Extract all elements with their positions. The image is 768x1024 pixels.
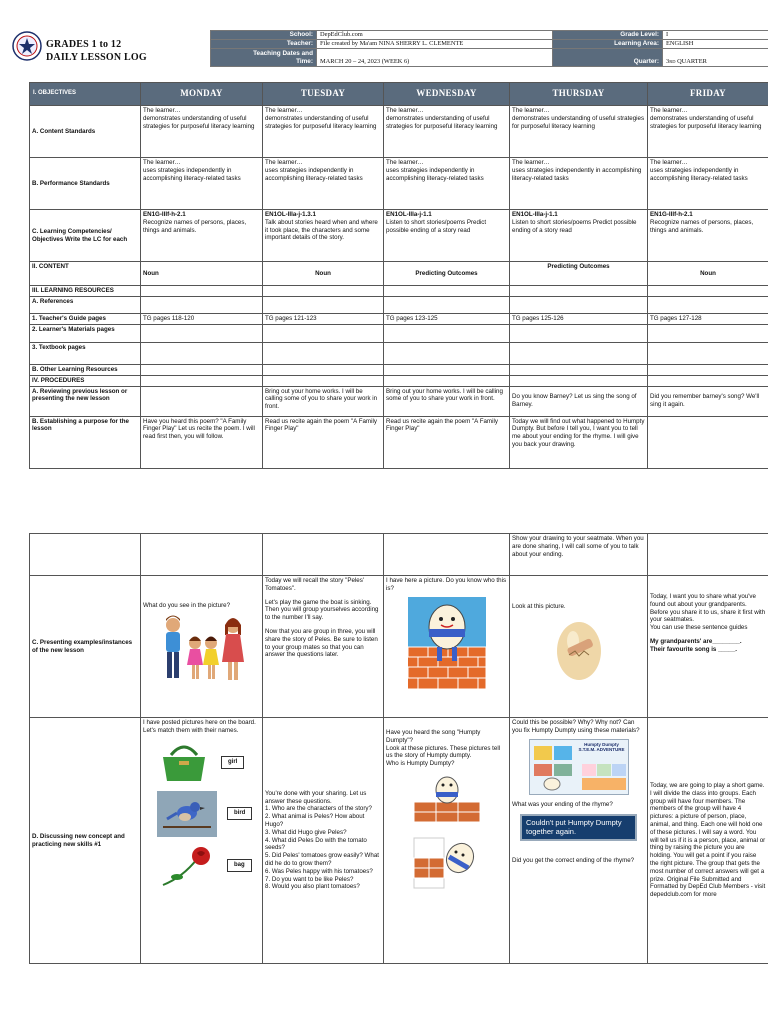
discussing-thursday-p2: What was your ending of the rhyme? <box>512 800 613 808</box>
content-friday: Noun <box>648 262 768 286</box>
discussing-thursday-p3: Did you get the correct ending of the rhyme? <box>512 857 635 865</box>
discussing-wednesday-p3: Who is Humpty Dumpty? <box>386 760 455 768</box>
teaching-dates-label-1: Teaching Dates and <box>253 49 313 57</box>
cell-line: demonstrates understanding of useful strategies for purposeful literacy learning <box>386 114 498 130</box>
objectives-heading: I. OBJECTIVES <box>30 83 141 106</box>
competency-code: EN1OL-IIIa-j-1.3.1 <box>265 211 316 218</box>
discussing-monday <box>141 718 263 964</box>
presenting-thursday-text: Look at this picture. <box>512 603 566 610</box>
cell-line: demonstrates understanding of useful strategies for purposeful literacy learning <box>265 114 377 130</box>
cell-line: The learner… <box>143 107 181 114</box>
competency-text: Recognize names of persons, places, things and animals. <box>143 218 247 234</box>
cell-line: uses strategies independently in accomplishing literacy-related tasks <box>143 166 241 182</box>
cell-line: The learner… <box>386 159 424 166</box>
competency-code: EN1OL-IIIa-j-1.1 <box>512 211 558 218</box>
discussing-wednesday-p1: Have you heard the song "Humpty Dumpty"? <box>386 729 481 744</box>
cell-line: uses strategies independently in accomplishing literacy-related tasks <box>386 166 484 182</box>
reviewing-label: A. Reviewing previous lesson or presenting the new lesson <box>30 386 141 416</box>
match-item-bird <box>157 791 260 837</box>
empty-cell <box>141 297 263 314</box>
references-label: A. References <box>30 297 141 314</box>
tg-tuesday: TG pages 121-123 <box>263 314 384 325</box>
school-value: DepEdClub.com <box>317 31 553 40</box>
cracked-egg-icon <box>549 615 609 685</box>
question-line: 5. Did Peles' tomatoes grow easily? What did he do to grow them? <box>265 852 379 867</box>
teaching-dates-label-2: Time: <box>296 57 313 65</box>
empty-cell <box>141 365 263 376</box>
humpty-stem-poster <box>529 739 629 795</box>
question-line: 2. What animal is Peles? How about Hugo? <box>265 813 365 828</box>
presenting-friday-p1: Today, I want you to share what you've found out about your grandparents. <box>650 593 756 608</box>
grade-level-label: Grade Level: <box>553 31 663 40</box>
presenting-friday <box>648 576 768 718</box>
competency-text: Talk about stories heard when and where it took place, the characters and some important details of the story. <box>265 218 378 242</box>
performance-standards-friday <box>648 158 768 210</box>
sentence-guide-2: Their favourite song is _____. <box>650 645 737 653</box>
cell-line: uses strategies independently in accomplishing literacy-related tasks <box>265 166 363 182</box>
family-picture-icon <box>155 613 249 687</box>
cell-line: The learner… <box>386 107 424 114</box>
performance-standards-monday <box>141 158 263 210</box>
learning-resources-label: III. LEARNING RESOURCES <box>30 286 141 297</box>
reviewing-wednesday: Bring out your home works. I will be calling some of you to share your work in front. <box>384 386 510 416</box>
day-header-tuesday: TUESDAY <box>263 83 384 106</box>
continued-thursday: Show your drawing to your seatmate. When you are done sharing, I will call some of you to talk about your ending. <box>510 534 648 576</box>
empty-cell <box>263 286 384 297</box>
stem-materials-icon <box>532 742 576 792</box>
cell-line: uses strategies independently in accomplishing literacy-related tasks <box>650 166 748 182</box>
content-standards-label: A. Content Standards <box>30 106 141 158</box>
humpty-on-wall-icon <box>410 772 484 828</box>
cell-line: demonstrates understanding of useful strategies for purposeful literacy learning <box>143 114 255 130</box>
presenting-tuesday <box>263 576 384 718</box>
question-line: 8. Would you also plant tomatoes? <box>265 883 360 891</box>
presenting-monday <box>141 576 263 718</box>
presenting-label: C. Presenting examples/instances of the new lesson <box>30 576 141 718</box>
day-header-thursday: THURSDAY <box>510 83 648 106</box>
discussing-friday: Today, we are going to play a short game. I will divide the class into groups. Each group will have four members. The members of the group will have 4 pictures: a picture of person, place, animal, and thing. Each one will hold one of these pictures. I will say a word. You will tell us if it is a person, place, animal or thing by raising the picture you are holding. You will get a point if you raise the right picture. The group that gets the most number of correct answers will get a prize. Original File Submitted and Formatted by DepEd Club Members - visit depedclub.com for more <box>648 718 768 964</box>
cell-line: demonstrates understanding of useful strategies for purposeful literacy learning <box>512 114 645 130</box>
humpty-falling-icon <box>410 832 484 892</box>
empty-cell <box>263 343 384 365</box>
cell-line: The learner… <box>512 159 550 166</box>
cell-line: The learner… <box>650 107 688 114</box>
lesson-log-table-continued <box>29 533 768 964</box>
content-standards-friday <box>648 106 768 158</box>
content-standards-monday <box>141 106 263 158</box>
discussing-wednesday <box>384 718 510 964</box>
empty-cell <box>384 343 510 365</box>
empty-cell <box>384 375 510 386</box>
match-item-bag <box>157 843 260 889</box>
deped-seal-icon <box>12 31 42 61</box>
empty-cell <box>384 297 510 314</box>
competency-text: Recognize names of persons, places, things and animals. <box>650 218 754 234</box>
empty-cell <box>648 365 768 376</box>
competencies-wednesday <box>384 210 510 262</box>
teachers-guide-label: 1. Teacher's Guide pages <box>30 314 141 325</box>
title-line-1: GRADES 1 to 12 <box>46 39 122 50</box>
empty-cell <box>141 375 263 386</box>
presenting-wednesday-text: I have here a picture. Do you know who this is? <box>386 577 507 592</box>
cell-line: The learner… <box>265 107 303 114</box>
empty-cell <box>510 365 648 376</box>
purpose-thursday: Today we will find out what happened to Humpty Dumpty. But before I tell you, I want you to tell me about your ending for the rhyme. I will give you back your drawing. <box>510 416 648 468</box>
title-line-2: DAILY LESSON LOG <box>46 52 147 63</box>
content-wednesday: Predicting Outcomes <box>384 262 510 286</box>
cell-line: demonstrates understanding of useful strategies for purposeful literacy learning <box>650 114 762 130</box>
materials-strip-icon <box>582 764 626 792</box>
learning-area-label: Learning Area: <box>553 40 663 49</box>
lesson-log-table <box>29 82 768 469</box>
question-line: 7. Do you want to be like Peles? <box>265 875 354 883</box>
rhyme-ending-box: Couldn't put Humpty Dumpty together again. <box>520 814 637 841</box>
reviewing-tuesday: Bring out your home works. I will be calling some of you to share your work in front. <box>263 386 384 416</box>
humpty-dumpty-picture-icon <box>408 597 486 689</box>
cell-line: The learner… <box>512 107 550 114</box>
quarter-number: 3 <box>666 58 670 65</box>
match-item-girl <box>157 741 260 785</box>
discussing-thursday-p1: Could this be possible? Why? Why not? Can you fix Humpty Dumpty using these materials? <box>512 719 640 734</box>
label-card: girl <box>221 756 244 770</box>
purpose-monday: Have you heard this poem? "A Family Finger Play" Let us recite the poem. I will read first then, you will follow. <box>141 416 263 468</box>
header-info-table <box>210 30 768 67</box>
teacher-value: File created by Ma'am NINA SHERRY L. CLEMENTE <box>317 40 553 49</box>
sentence-guide-1: My grandparents' are________. <box>650 637 742 645</box>
content-label: II. CONTENT <box>30 262 141 286</box>
rose-icon <box>157 843 217 889</box>
day-header-wednesday: WEDNESDAY <box>384 83 510 106</box>
presenting-friday-p2: Before you share it to us, share it first with your seatmates. <box>650 608 766 624</box>
teaching-dates-value: MARCH 20 – 24, 2023 (WEEK 6) <box>317 49 553 67</box>
competencies-thursday <box>510 210 648 262</box>
empty-cell <box>384 325 510 343</box>
competencies-monday <box>141 210 263 262</box>
quarter-value <box>663 49 768 67</box>
content-standards-thursday <box>510 106 648 158</box>
teacher-label: Teacher: <box>211 40 317 49</box>
empty-cell <box>384 286 510 297</box>
quarter-label: Quarter: <box>553 49 663 67</box>
purpose-label: B. Establishing a purpose for the lesson <box>30 416 141 468</box>
question-line: 1. Who are the characters of the story? <box>265 805 372 813</box>
poster-title: Humpty Dumpty S.T.E.M. ADVENTURE <box>578 741 625 752</box>
empty-cell <box>648 375 768 386</box>
tg-monday: TG pages 118-120 <box>141 314 263 325</box>
handbag-icon <box>157 741 211 785</box>
empty-cell <box>510 343 648 365</box>
empty-cell <box>30 534 141 576</box>
performance-standards-tuesday <box>263 158 384 210</box>
grade-level-value: I <box>663 31 768 40</box>
empty-cell <box>263 375 384 386</box>
question-line: 3. What did Hugo give Peles? <box>265 828 347 836</box>
quarter-word: QUARTER <box>675 58 707 65</box>
procedures-label: IV. PROCEDURES <box>30 375 141 386</box>
empty-cell <box>141 325 263 343</box>
tg-friday: TG pages 127-128 <box>648 314 768 325</box>
discussing-label: D. Discussing new concept and practicing new skills #1 <box>30 718 141 964</box>
content-tuesday: Noun <box>263 262 384 286</box>
day-header-monday: MONDAY <box>141 83 263 106</box>
reviewing-monday <box>141 386 263 416</box>
label-card: bird <box>227 807 252 821</box>
cell-line: The learner… <box>650 159 688 166</box>
document-title <box>46 38 147 64</box>
content-standards-tuesday <box>263 106 384 158</box>
empty-cell <box>510 325 648 343</box>
empty-cell <box>648 325 768 343</box>
teaching-dates-label <box>211 49 317 67</box>
discussing-wednesday-p2: Look at these pictures. These pictures tell us the story of Humpty dumpty. <box>386 744 501 760</box>
content-thursday: Predicting Outcomes <box>510 262 648 286</box>
other-resources-label: B. Other Learning Resources <box>30 365 141 376</box>
content-monday: Noun <box>141 262 263 286</box>
empty-cell <box>141 286 263 297</box>
cell-line: uses strategies independently in accomplishing literacy-related tasks <box>512 166 642 182</box>
competency-text: Listen to short stories/poems Predict possible ending of a story read <box>512 218 637 234</box>
empty-cell <box>141 534 263 576</box>
purpose-wednesday: Read us recite again the poem "A Family Finger Play" <box>384 416 510 468</box>
textbook-pages-label: 3. Textbook pages <box>30 343 141 365</box>
school-label: School: <box>211 31 317 40</box>
presenting-tuesday-p2: Let's play the game the boat is sinking. Then you will group yourselves according to the number I'll say. <box>265 598 379 622</box>
empty-cell <box>648 297 768 314</box>
performance-standards-wednesday <box>384 158 510 210</box>
bird-picture-icon <box>157 791 217 837</box>
competency-code: EN1OL-IIIa-j-1.1 <box>386 211 432 218</box>
learners-materials-label: 2. Learner's Materials pages <box>30 325 141 343</box>
empty-cell <box>263 365 384 376</box>
content-standards-wednesday <box>384 106 510 158</box>
empty-cell <box>648 343 768 365</box>
empty-cell <box>648 534 768 576</box>
question-line: 4. What did Peles Do with the tomato seeds? <box>265 836 367 852</box>
learning-area-value: ENGLISH <box>663 40 768 49</box>
question-line: 6. Was Peles happy with his tomatoes? <box>265 867 373 875</box>
empty-cell <box>648 286 768 297</box>
competency-text: Listen to short stories/poems Predict possible ending of a story read <box>386 218 487 234</box>
competencies-label: C. Learning Competencies/ Objectives Write the LC for each <box>30 210 141 262</box>
empty-cell <box>141 343 263 365</box>
reviewing-friday: Did you remember barney's song? We'll sing it again. <box>648 386 768 416</box>
competencies-tuesday <box>263 210 384 262</box>
empty-cell <box>263 325 384 343</box>
discussing-thursday <box>510 718 648 964</box>
reviewing-thursday: Do you know Barney? Let us sing the song of Barney. <box>510 386 648 416</box>
discussing-tuesday <box>263 718 384 964</box>
empty-cell <box>384 365 510 376</box>
day-header-friday: FRIDAY <box>648 83 768 106</box>
empty-cell <box>510 297 648 314</box>
competency-code: EN1G-IIIf-h-2.1 <box>143 211 186 218</box>
empty-cell <box>263 534 384 576</box>
cell-line: The learner… <box>265 159 303 166</box>
presenting-wednesday <box>384 576 510 718</box>
tg-wednesday: TG pages 123-125 <box>384 314 510 325</box>
performance-standards-thursday <box>510 158 648 210</box>
discussing-monday-text: I have posted pictures here on the board. Let's match them with their names. <box>143 719 256 734</box>
purpose-tuesday: Read us recite again the poem "A Family Finger Play" <box>263 416 384 468</box>
competency-code: EN1G-IIIf-h-2.1 <box>650 211 693 218</box>
presenting-friday-p3: You can use these sentence guides <box>650 624 748 632</box>
empty-cell <box>510 375 648 386</box>
empty-cell <box>263 297 384 314</box>
label-card: bag <box>227 859 252 873</box>
purpose-friday <box>648 416 768 468</box>
quarter-suffix: RD <box>669 59 676 64</box>
presenting-tuesday-p1: Today we will recall the story "Peles' Tomatoes". <box>265 577 364 592</box>
performance-standards-label: B. Performance Standards <box>30 158 141 210</box>
cell-line: The learner… <box>143 159 181 166</box>
presenting-thursday <box>510 576 648 718</box>
tg-thursday: TG pages 125-126 <box>510 314 648 325</box>
empty-cell <box>384 534 510 576</box>
empty-cell <box>510 286 648 297</box>
presenting-tuesday-p3: Now that you are group in three, you will share the story of Peles. Be sure to listen to your group mates so that you can answer the questions later. <box>265 627 378 659</box>
competencies-friday <box>648 210 768 262</box>
question-line: You're done with your sharing. Let us answer these questions. <box>265 789 367 805</box>
presenting-monday-text: What do you see in the picture? <box>143 601 231 609</box>
